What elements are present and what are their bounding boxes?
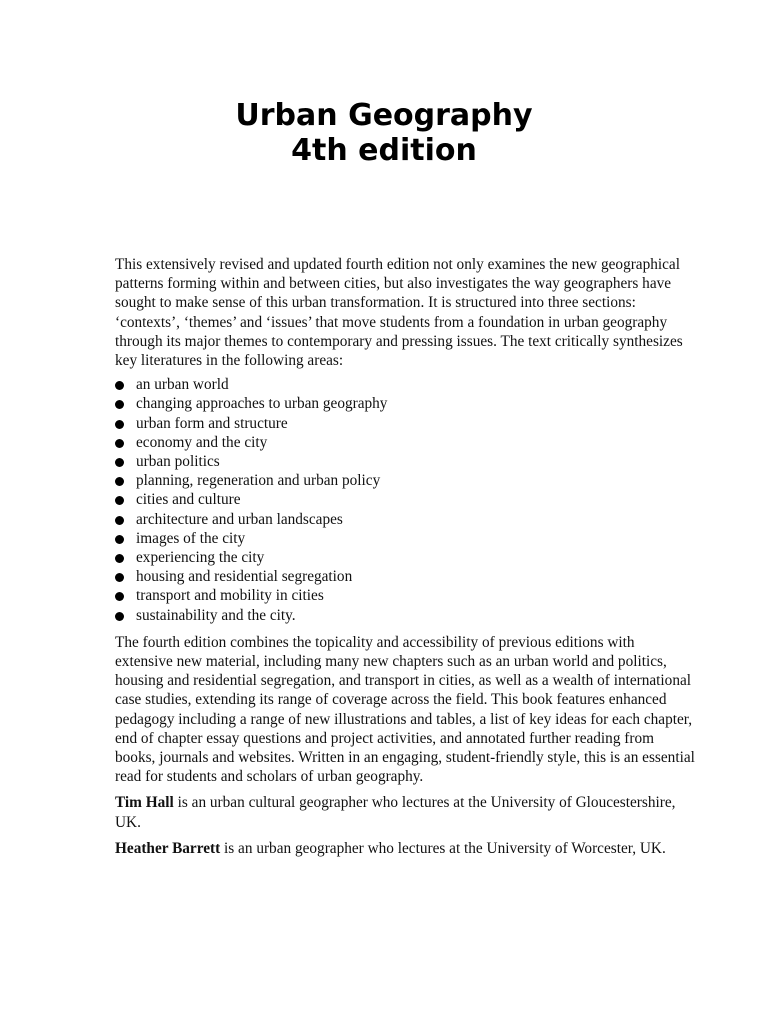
- list-item: [115, 433, 695, 452]
- bullet-icon: [115, 420, 124, 429]
- list-item: [115, 471, 695, 490]
- book-title: [0, 98, 768, 168]
- intro-paragraph: This extensively revised and updated fourth edition not only examines the new geographical patterns forming within and between cities, but also investigates the way geographers have sought to make sense of this urban transformation. It is structured into three sections: ‘contexts’, ‘themes’ and ‘issues’ that move students from a foundation in urban geography through its major themes to contemporary and pressing issues. The text critically synthesizes key literatures in the following areas:: [115, 256, 683, 370]
- list-item-label: transport and mobility in cities: [136, 587, 324, 605]
- list-item-label: planning, regeneration and urban policy: [136, 472, 381, 490]
- list-item: [115, 529, 695, 548]
- bullet-icon: [115, 612, 124, 621]
- list-item-label: urban form and structure: [136, 414, 288, 432]
- bullet-icon: [115, 439, 124, 448]
- author-name: Heather Barrett: [115, 839, 221, 857]
- list-item-label: cities and culture: [136, 491, 241, 509]
- bullet-icon: [115, 381, 124, 390]
- author-bio: [115, 839, 695, 858]
- bullet-icon: [115, 477, 124, 486]
- bullet-icon: [115, 458, 124, 467]
- list-item: [115, 510, 695, 529]
- list-item: [115, 567, 695, 586]
- title-line-2: 4th edition: [291, 133, 477, 168]
- list-item: [115, 414, 695, 433]
- bullet-icon: [115, 496, 124, 505]
- list-item: [115, 490, 695, 509]
- list-item-label: economy and the city: [136, 433, 268, 451]
- bullet-icon: [115, 554, 124, 563]
- list-item: [115, 586, 695, 605]
- bullet-icon: [115, 400, 124, 409]
- description: [115, 255, 695, 858]
- bullet-icon: [115, 535, 124, 544]
- author-bio: [115, 793, 695, 831]
- list-item-label: an urban world: [136, 376, 229, 394]
- list-item: [115, 375, 695, 394]
- list-item-label: urban politics: [136, 453, 220, 471]
- author-name: Tim Hall: [115, 794, 174, 812]
- list-item-label: changing approaches to urban geography: [136, 395, 388, 413]
- list-item: [115, 606, 695, 625]
- author-bio-text: is an urban geographer who lectures at the University of Worcester, UK.: [220, 839, 666, 857]
- list-item: [115, 394, 695, 413]
- title-line-1: Urban Geography: [235, 98, 533, 133]
- author-bio-text: is an urban cultural geographer who lectures at the University of Gloucestershire, UK.: [115, 794, 676, 831]
- bullet-icon: [115, 592, 124, 601]
- summary-paragraph: The fourth edition combines the topicality and accessibility of previous editions with extensive new material, including many new chapters such as an urban world and politics, housing and residential segregation, and transport in cities, as well as a wealth of international case studies, extending its range of coverage across the field. This book features enhanced pedagogy including a range of new illustrations and tables, a list of key ideas for each chapter, end of chapter essay questions and project activities, and annotated further reading from books, journals and websites. Written in an engaging, student-friendly style, this is an essential read for students and scholars of urban geography.: [115, 633, 695, 786]
- list-item-label: experiencing the city: [136, 549, 265, 567]
- bullet-icon: [115, 516, 124, 525]
- list-item-label: architecture and urban landscapes: [136, 510, 343, 528]
- list-item: [115, 548, 695, 567]
- list-item-label: images of the city: [136, 529, 246, 547]
- bullet-icon: [115, 573, 124, 582]
- list-item-label: housing and residential segregation: [136, 568, 353, 586]
- list-item: [115, 452, 695, 471]
- list-item-label: sustainability and the city.: [136, 606, 296, 624]
- areas-list: [115, 375, 695, 625]
